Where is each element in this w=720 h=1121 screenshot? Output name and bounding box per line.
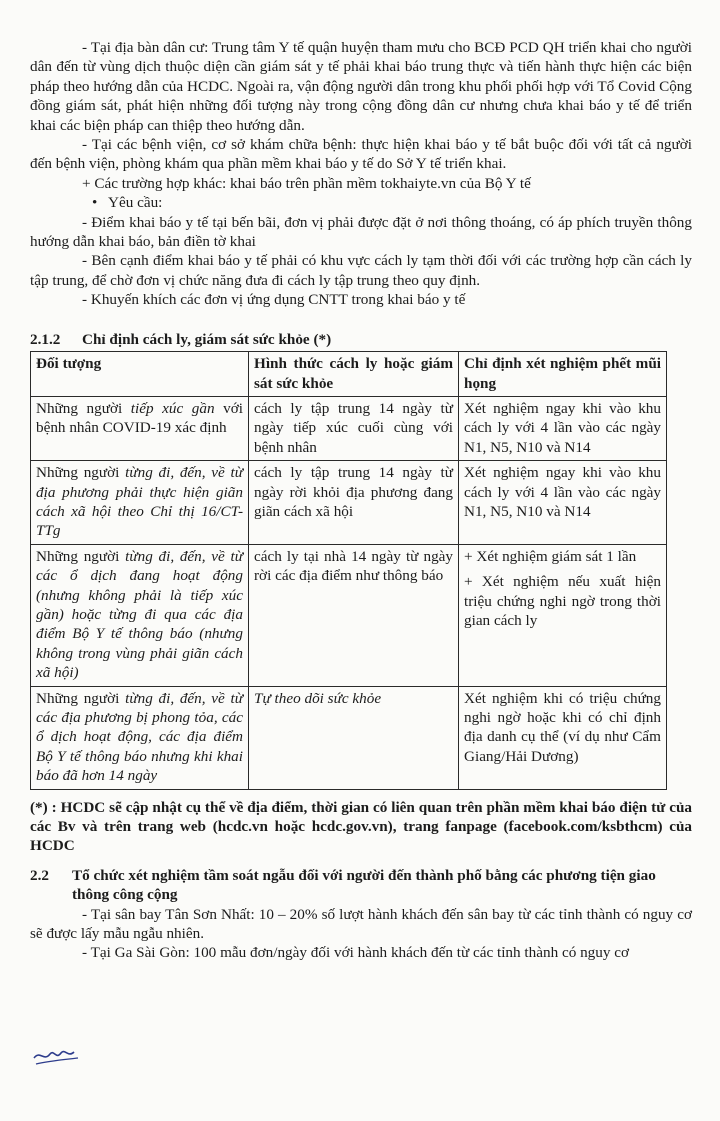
section-title: Chỉ định cách ly, giám sát sức khỏe (*)	[82, 330, 332, 348]
section-heading-2-1-2	[30, 330, 692, 349]
bullet-icon: •	[92, 194, 98, 212]
subject-cell	[31, 686, 249, 789]
testing-cell	[459, 461, 667, 545]
paragraph-it-application: - Khuyến khích các đơn vị ứng dụng CNTT trong khai báo y tế	[82, 291, 466, 309]
testing-text: Xét nghiệm ngay khi vào khu cách ly với 4 lần vào các ngày N1, N5, N10 và N14	[464, 464, 661, 520]
quarantine-table	[30, 351, 667, 790]
paragraph-airport: - Tại sân bay Tân Sơn Nhất: 10 – 20% số lượt hành khách đến sân bay từ các tỉnh thành có nguy cơ sẽ được lấy mẫu ngẫu nhiên.	[30, 905, 692, 943]
requirements-label: Yêu cầu:	[108, 194, 163, 212]
column-header: Hình thức cách ly hoặc giám sát sức khỏe	[249, 352, 459, 397]
paragraph-isolation-area: - Bên cạnh điểm khai báo y tế phải có khu vực cách ly tạm thời đối với các trường hợp cần cách ly tập trung, để chờ đơn vị chức năng đưa đi cách ly tập trung theo quy định.	[30, 252, 692, 289]
paragraph-residential: - Tại địa bàn dân cư: Trung tâm Y tế quận huyện tham mưu cho BCĐ PCD QH triển khai cho người dân đến từ vùng dịch thuộc diện cần giám sát y tế phải khai báo trung thực và tiến hành thực hiện các biện pháp theo hướng dẫn của HCDC. Ngoài ra, vận động người dân trong khu phối phối hợp với Tổ Covid Cộng đồng giám sát, phát hiện những đối tượng này trong cộng đồng dân cư nhưng chưa khai báo y tế để triển khai các biện pháp can thiệp theo hướng dẫn.	[30, 39, 692, 134]
cell-text: Những người	[36, 689, 126, 707]
table-row	[31, 461, 667, 545]
subject-cell	[31, 396, 249, 460]
cell-text: với bệnh nhân COVID-19 xác định	[36, 399, 243, 437]
testing-cell	[459, 544, 667, 686]
column-header: Chỉ định xét nghiệm phết mũi họng	[459, 352, 667, 397]
testing-cell	[459, 686, 667, 789]
section-number: 2.1.2	[30, 330, 61, 348]
column-header: Đối tượng	[31, 352, 249, 397]
cell-text: Những người	[36, 547, 126, 565]
testing-cell	[459, 396, 667, 460]
isolation-cell: cách ly tập trung 14 ngày từ ngày rời khỏi địa phương đang giãn cách xã hội	[249, 461, 459, 545]
signature-icon	[30, 1040, 82, 1070]
testing-text: Xét nghiệm ngay khi vào khu cách ly với 4 lần vào các ngày N1, N5, N10 và N14	[464, 399, 661, 456]
isolation-cell: Tự theo dõi sức khỏe	[249, 686, 459, 789]
table-row	[31, 544, 667, 686]
testing-text: + Xét nghiệm giám sát 1 lần	[464, 547, 637, 565]
paragraph-declaration-point: - Điểm khai báo y tế tại bến bãi, đơn vị phải được đặt ở nơi thông thoáng, có áp phích truyền thông hướng dẫn khai báo, bản điền tờ khai	[30, 213, 692, 251]
cell-text: Những người	[36, 464, 126, 482]
requirements-heading	[30, 193, 692, 212]
table-footnote: (*) : HCDC sẽ cập nhật cụ thể về địa điểm, thời gian có liên quan trên phần mềm khai báo điện tử của các Bv và trên trang web (hcdc.vn hoặc hcdc.gov.vn), trang fanpage (facebook.com/ksbthcm) của HCDC	[30, 798, 692, 855]
section-number: 2.2	[30, 866, 49, 884]
testing-text: Xét nghiệm khi có triệu chứng nghi ngờ hoặc khi có chỉ định địa danh cụ thể (ví dụ như Cẩm Giang/Hải Dương)	[464, 689, 661, 765]
paragraph-train-station: - Tại Ga Sài Gòn: 100 mẫu đơn/ngày đối với hành khách đến từ các tỉnh thành có nguy cơ	[82, 944, 630, 962]
paragraph-other-cases: + Các trường hợp khác: khai báo trên phần mềm tokhaiyte.vn của Bộ Y tế	[82, 174, 531, 192]
cell-text-italic: từng đi, đến, về từ địa phương phải thực hiện giãn cách xã hội theo Chỉ thị 16/CT-TTg	[36, 464, 243, 540]
subject-cell	[31, 544, 249, 686]
table-row	[31, 686, 667, 789]
paragraph-hospitals: - Tại các bệnh viện, cơ sở khám chữa bệnh: thực hiện khai báo y tế bắt buộc đối với tất cả người đến bệnh viện, phòng khám qua phần mềm khai báo y tế do Sở Y tế triển khai.	[30, 136, 692, 173]
cell-text-italic: tiếp xúc gần	[130, 399, 215, 417]
cell-text-italic: từng đi, đến, về từ các ổ dịch đang hoạt động (nhưng không phải là tiếp xúc gần) hoặc từng đi qua các địa điểm Bộ Y tế thông báo (nhưng không trong vùng phải giãn cách xã hội)	[36, 547, 243, 682]
table-header-row	[31, 352, 667, 397]
testing-text: + Xét nghiệm nếu xuất hiện triệu chứng nghi ngờ trong thời gian cách ly	[464, 573, 661, 629]
table-row	[31, 396, 667, 460]
section-title: Tổ chức xét nghiệm tầm soát ngẫu đối với người đến thành phố bằng các phương tiện giao thông công cộng	[72, 866, 656, 904]
cell-text: Những người	[36, 399, 131, 417]
isolation-cell: cách ly tại nhà 14 ngày từ ngày rời các địa điểm như thông báo	[249, 544, 459, 686]
subject-cell	[31, 461, 249, 545]
section-heading-2-2	[30, 866, 692, 905]
isolation-cell: cách ly tập trung 14 ngày từ ngày tiếp xúc cuối cùng với bệnh nhân	[249, 396, 459, 460]
document-body	[30, 38, 692, 963]
cell-text-italic: từng đi, đến, về từ các địa phương bị phong tỏa, các ổ dịch hoạt động, các địa điểm Bộ Y tế thông báo nhưng khi khai báo đã hơn 14 ngày	[36, 689, 243, 785]
